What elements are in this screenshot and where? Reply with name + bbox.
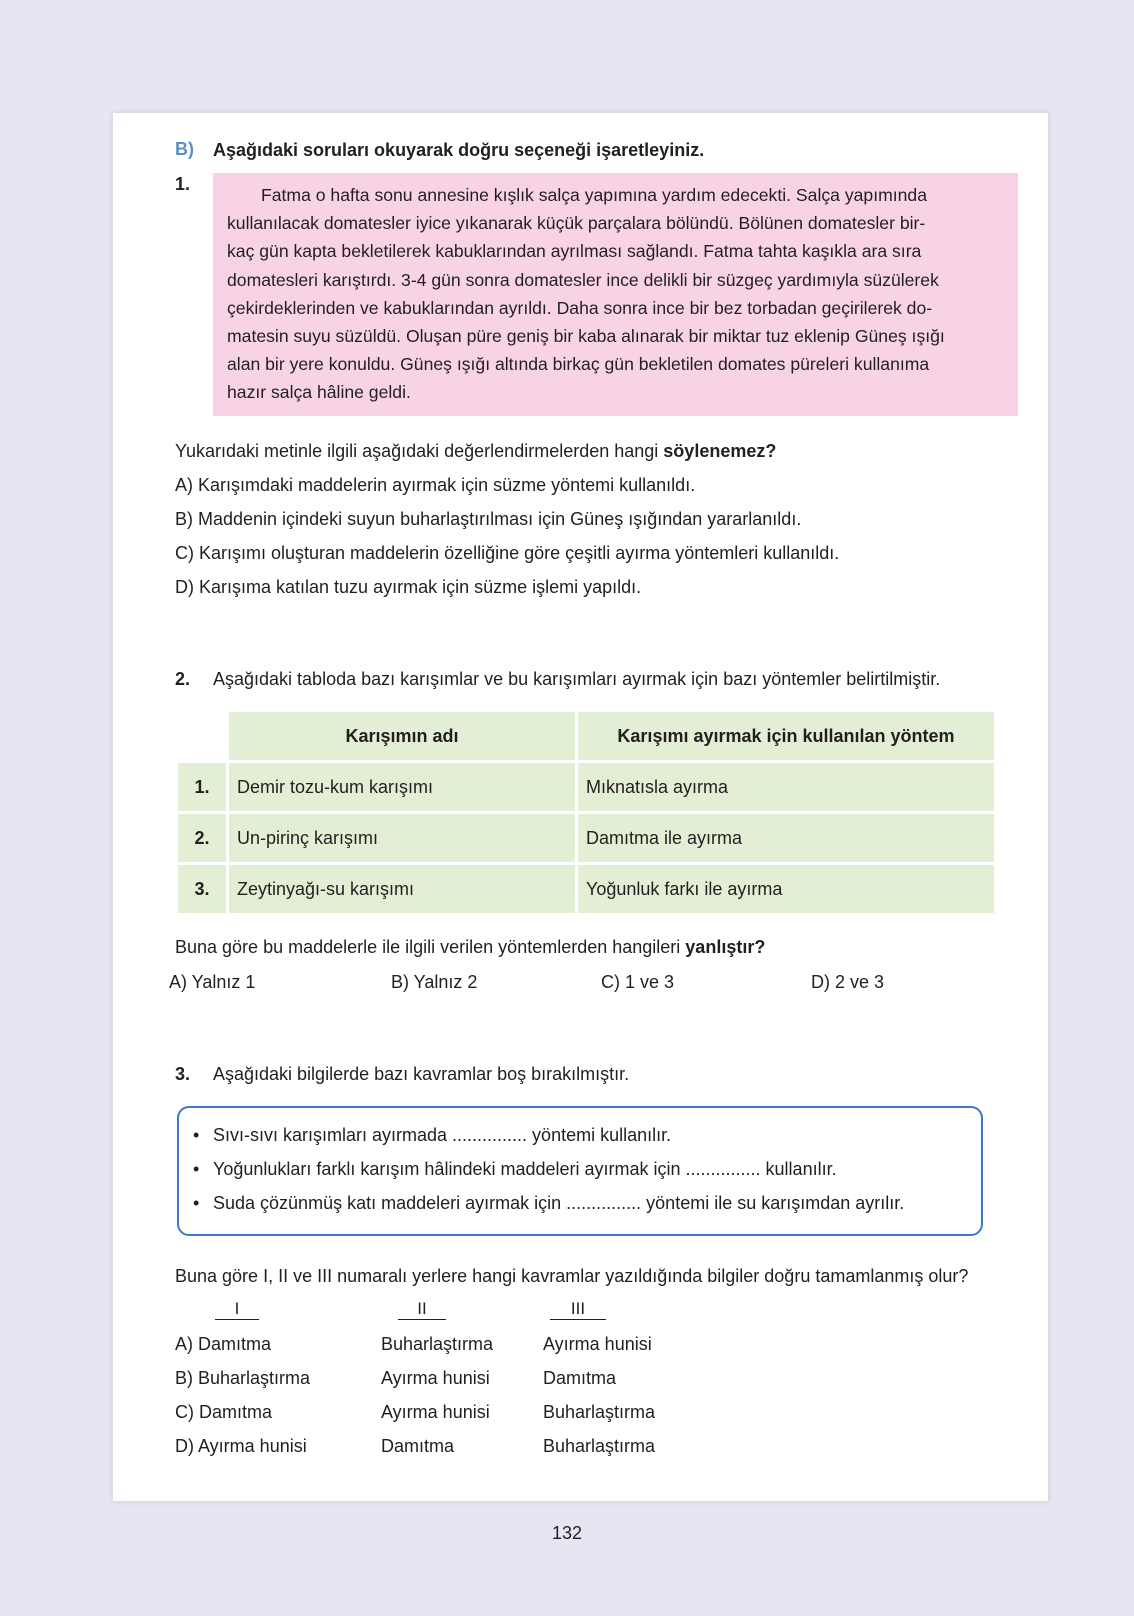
q3-intro: Aşağıdaki bilgilerde bazı kavramlar boş bırakılmıştır. [213,1064,630,1084]
q3-stem: Buna göre I, II ve III numaralı yerlere hangi kavramlar yazıldığında bilgiler doğru tamamlanmış olur? [175,1266,969,1286]
passage-line: domatesleri karıştırdı. 3-4 gün sonra domatesler ince delikli bir süzgeç yardımıyla süzülerek [227,269,939,290]
table-header-row [178,712,994,760]
q2-option-b[interactable]: B) Yalnız 2 [391,972,478,992]
q3-option-cell: Buharlaştırma [381,1334,494,1354]
q3-info-box [177,1106,983,1236]
q2-stem-emphasis: yanlıştır? [685,937,766,957]
q3-bullet-item [193,1125,671,1146]
section-instruction: Aşağıdaki soruları okuyarak doğru seçeneği işaretleyiniz. [213,140,705,160]
q3-option-cell: C) Damıtma [175,1402,273,1422]
q1-passage-box [213,173,1018,416]
q1-stem-emphasis: söylenemez? [663,441,777,461]
table-cell-method: Damıtma ile ayırma [578,814,994,862]
q3-option-cell: Damıtma [543,1368,617,1388]
q3-bullet-text: Suda çözünmüş katı maddeleri ayırmak için ............... yöntemi ile su karışımdan ayrılır. [213,1193,905,1213]
table-header-method: Karışımı ayırmak için kullanılan yöntem [578,712,994,760]
table-row [178,814,994,862]
table-row-number: 3. [178,865,226,913]
q2-option-c[interactable]: C) 1 ve 3 [601,972,675,992]
passage-line: çekirdeklerinden ve kabuklarından ayrıldı. Daha sonra ince bir bez torbadan geçirilerek do- [227,297,933,318]
passage-line: hazır salça hâline geldi. [227,382,411,403]
passage-line: Fatma o hafta sonu annesine kışlık salça yapımına yardım edecekti. Salça yapımında [261,185,927,205]
q3-column-head-ii: II [398,1299,446,1320]
q3-column-head-iii: III [550,1299,606,1320]
q1-stem [175,440,776,462]
section-letter: B) [175,139,194,159]
q3-option-cell: Buharlaştırma [543,1436,656,1456]
q1-option-b[interactable]: B) Maddenin içindeki suyun buharlaştırılması için Güneş ışığından yararlanıldı. [175,509,802,529]
passage-line: matesin suyu süzüldü. Oluşan püre geniş bir kaba alınarak bir miktar tuz eklenip Güneş ışığı [227,326,945,347]
q2-option-a[interactable]: A) Yalnız 1 [169,972,256,992]
table-cell-mixture: Zeytinyağı-su karışımı [229,865,575,913]
q1-stem-text: Yukarıdaki metinle ilgili aşağıdaki değerlendirmelerden hangi [175,441,664,461]
table-header-mixture: Karışımın adı [229,712,575,760]
q2-number: 2. [175,669,191,689]
q3-option-cell: A) Damıtma [175,1334,272,1354]
q3-bullet-item [193,1193,904,1214]
table-row [178,865,994,913]
q1-passage-text [227,181,987,407]
bullet-icon: • [193,1159,200,1179]
q2-option-d[interactable]: D) 2 ve 3 [811,972,885,992]
q2-stem-text: Buna göre bu maddelerle ile ilgili verilen yöntemlerden hangileri [175,937,686,957]
q3-option-cell: B) Buharlaştırma [175,1368,311,1388]
table-cell-mixture: Demir tozu-kum karışımı [229,763,575,811]
passage-line: kaç gün kapta bekletilerek kabuklarından ayrılması sağlandı. Fatma tahta kaşıkla ara sıra [227,241,922,262]
q3-option-cell: Ayırma hunisi [381,1402,490,1422]
page-number: 132 [551,1523,583,1543]
q3-bullet-text: Sıvı-sıvı karışımları ayırmada ............... yöntemi kullanılır. [213,1125,672,1145]
q2-table [175,709,997,916]
q3-option-cell: D) Ayırma hunisi [175,1436,307,1456]
q3-bullet-text: Yoğunlukları farklı karışım hâlindeki maddeleri ayırmak için ............... kullanılır. [213,1159,837,1179]
table-corner [178,712,226,760]
table-row-number: 1. [178,763,226,811]
table-cell-mixture: Un-pirinç karışımı [229,814,575,862]
table-row [178,763,994,811]
passage-line: kullanılacak domatesler iyice yıkanarak küçük parçalara bölündü. Bölünen domatesler bir- [227,213,926,234]
bullet-icon: • [193,1193,200,1213]
q2-stem [175,936,765,958]
page [113,113,1048,1501]
q3-option-cell: Ayırma hunisi [543,1334,652,1354]
q1-number: 1. [175,174,191,194]
table-cell-method: Yoğunluk farkı ile ayırma [578,865,994,913]
table-row-number: 2. [178,814,226,862]
bullet-icon: • [193,1125,200,1145]
q3-option-cell: Buharlaştırma [543,1402,656,1422]
q3-bullet-item [193,1159,837,1180]
q1-option-d[interactable]: D) Karışıma katılan tuzu ayırmak için süzme işlemi yapıldı. [175,577,642,597]
q3-column-head-i: I [215,1299,259,1320]
q2-intro: Aşağıdaki tabloda bazı karışımlar ve bu karışımları ayırmak için bazı yöntemler belirtilmiştir. [213,669,941,689]
table-cell-method: Mıknatısla ayırma [578,763,994,811]
q1-option-a[interactable]: A) Karışımdaki maddelerin ayırmak için süzme yöntemi kullanıldı. [175,475,696,495]
passage-line: alan bir yere konuldu. Güneş ışığı altında birkaç gün bekletilen domates püreleri kullanıma [227,354,930,375]
q3-option-cell: Damıtma [381,1436,455,1456]
q1-option-c[interactable]: C) Karışımı oluşturan maddelerin özelliğine göre çeşitli ayırma yöntemleri kullanıldı. [175,543,840,563]
q3-number: 3. [175,1064,191,1084]
q3-option-cell: Ayırma hunisi [381,1368,490,1388]
